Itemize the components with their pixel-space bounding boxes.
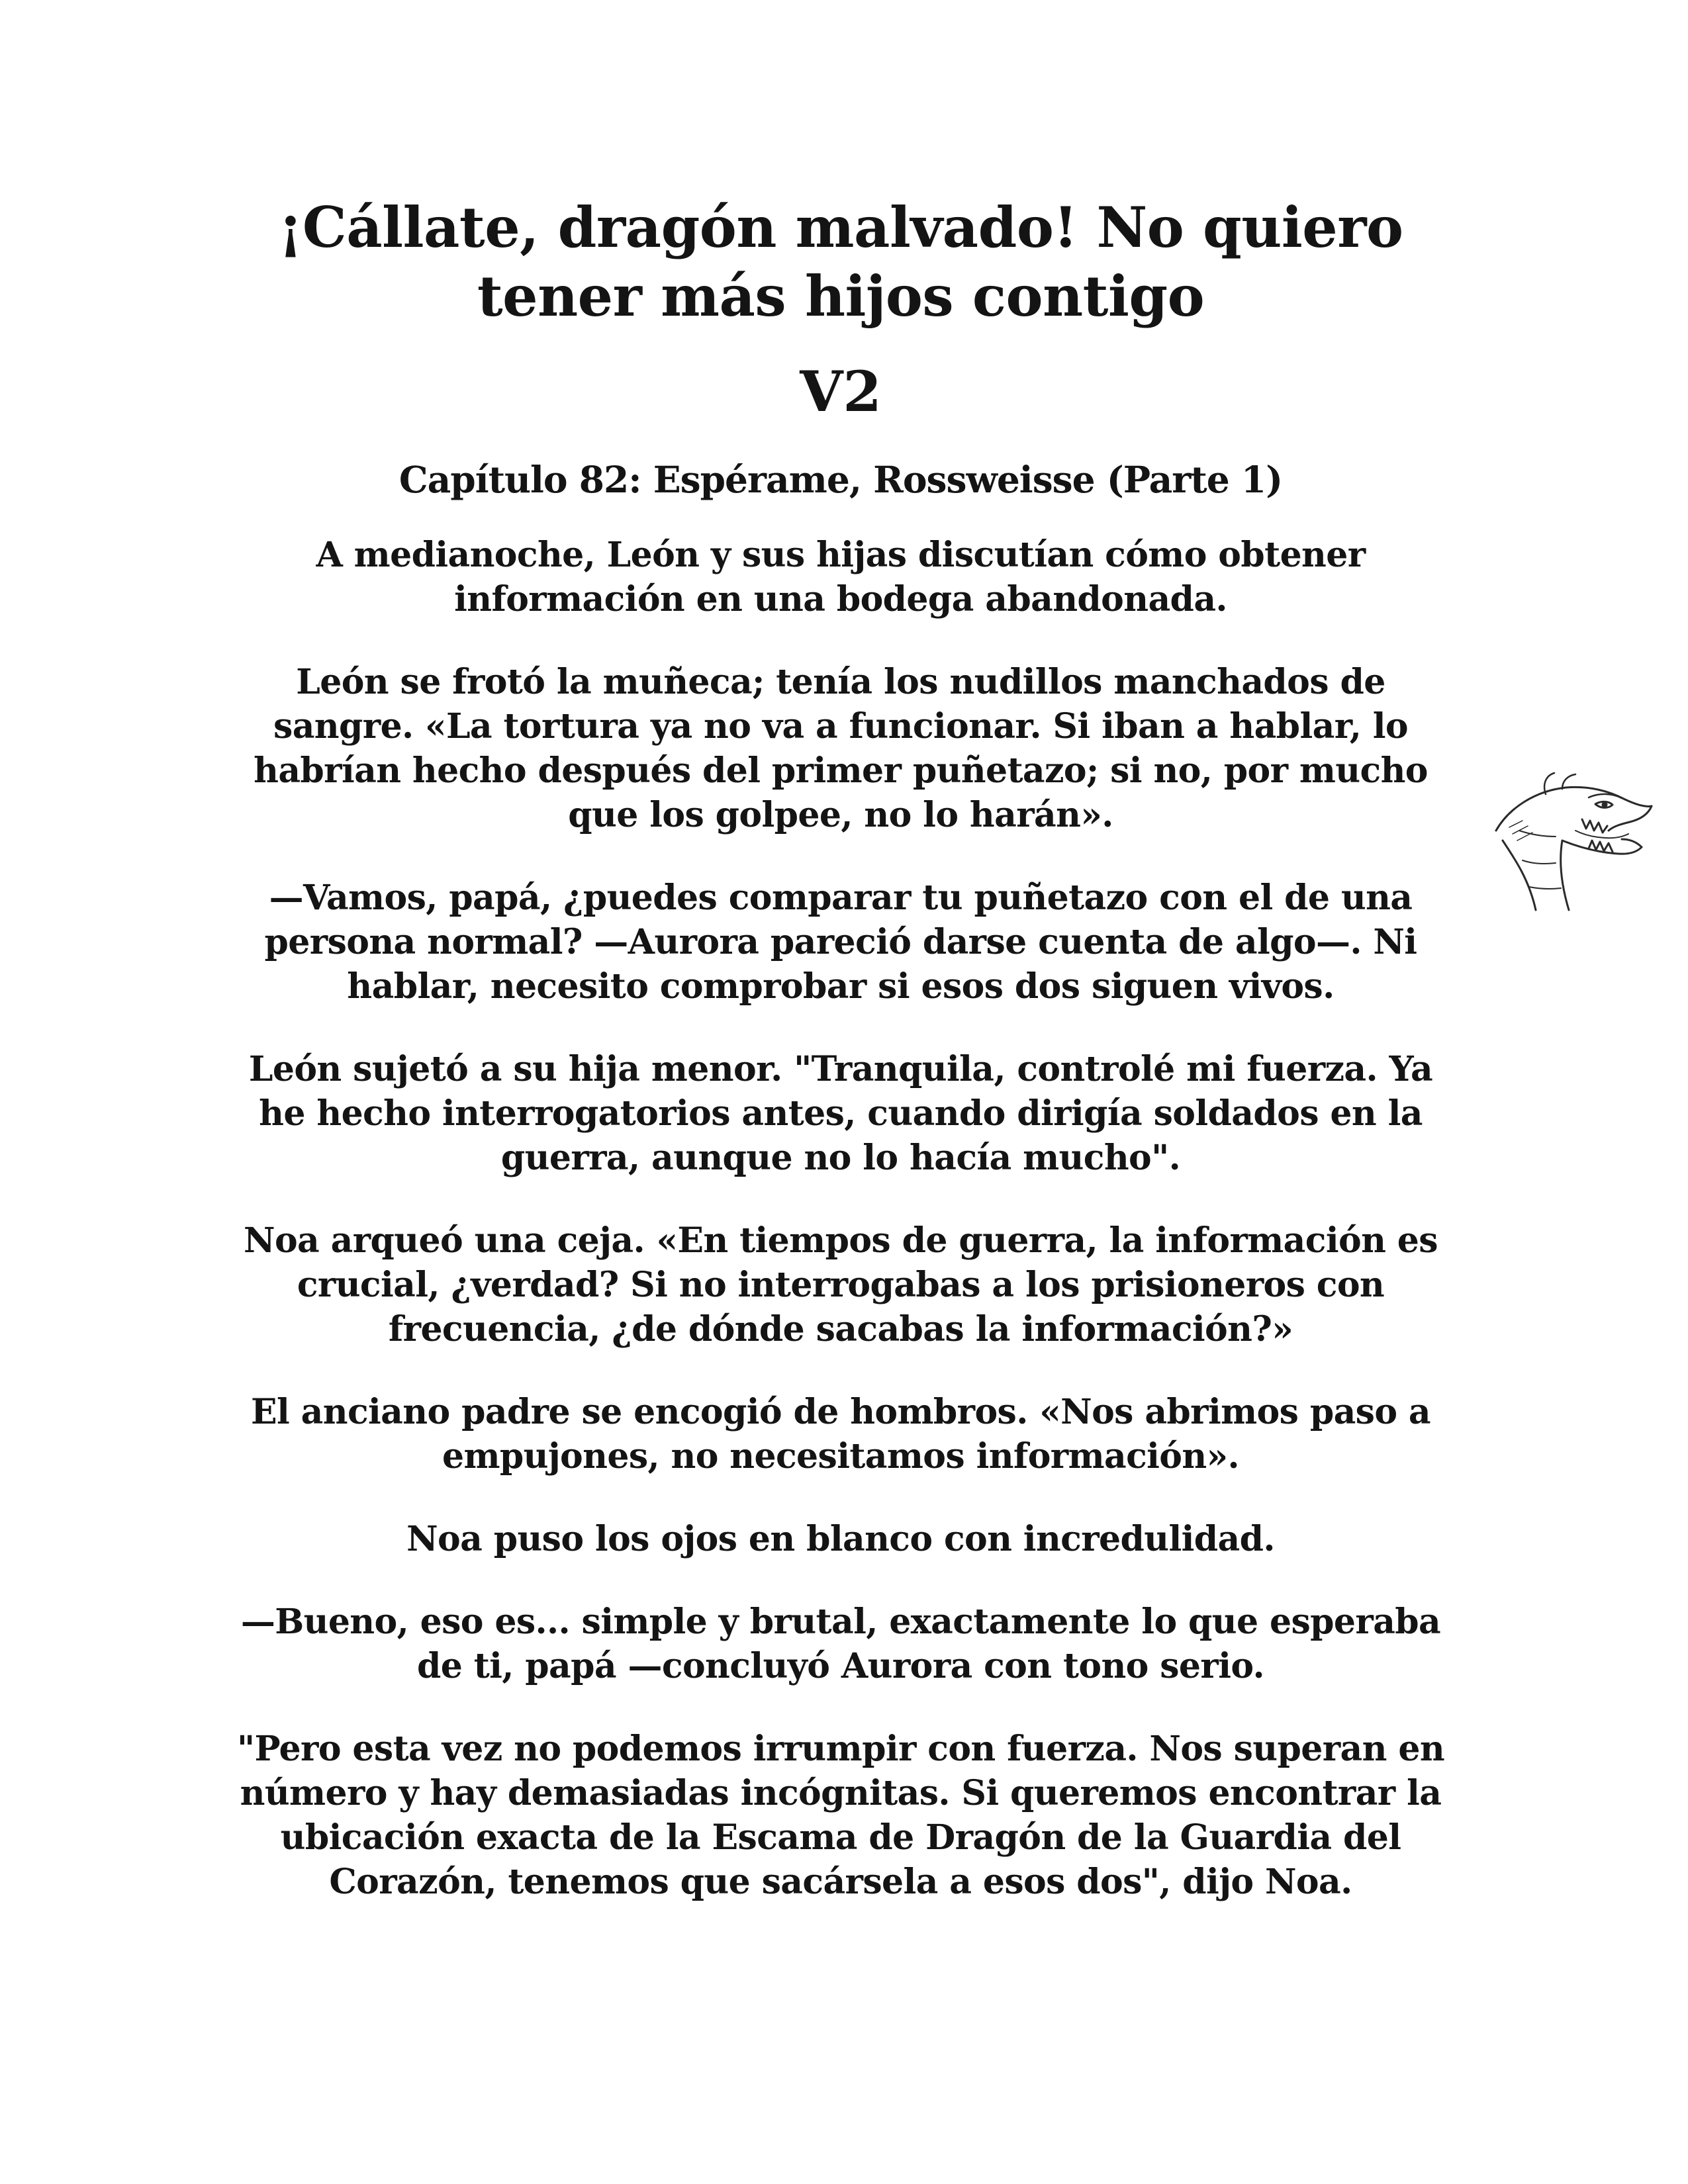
paragraph: Noa arqueó una ceja. «En tiempos de guerra, la información es crucial, ¿verdad? Si no interrogabas a los prisioneros con frecuencia, ¿de dónde sacabas la información?» — [244, 1220, 1438, 1349]
paragraph: A medianoche, León y sus hijas discutían cómo obtener información en una bodega abandonada. — [316, 535, 1366, 619]
paragraph: —Bueno, eso es... simple y brutal, exactamente lo que esperaba de ti, papá —concluyó Aurora con tono serio. — [240, 1602, 1441, 1686]
paragraph: León sujetó a su hija menor. "Tranquila, controlé mi fuerza. Ya he hecho interrogatorios antes, cuando dirigía soldados en la guerra, aunque no lo hacía mucho". — [248, 1049, 1433, 1178]
paragraph: "Pero esta vez no podemos irrumpir con fuerza. Nos superan en número y hay demasiadas incógnitas. Si queremos encontrar la ubicación exacta de la Escama de Dragón de la Guardia del Corazón, tenemos que sacársela a esos dos", dijo Noa. — [236, 1729, 1445, 1902]
document-title: ¡Cállate, dragón malvado! No quiero tener más hijos contigo — [278, 195, 1403, 329]
paragraph: —Vamos, papá, ¿puedes comparar tu puñetazo con el de una persona normal? —Aurora pareció darse cuenta de algo—. Ni hablar, necesito comprobar si esos dos siguen vivos. — [264, 878, 1417, 1007]
dragon-sketch-icon — [1483, 768, 1662, 927]
volume-label: V2 — [800, 359, 882, 424]
body-text — [228, 533, 1453, 1942]
paragraph: Noa puso los ojos en blanco con incredulidad. — [406, 1519, 1275, 1559]
chapter-heading: Capítulo 82: Espérame, Rossweisse (Parte 1) — [399, 458, 1283, 501]
paragraph: El anciano padre se encogió de hombros. «Nos abrimos paso a empujones, no necesitamos información». — [250, 1392, 1431, 1477]
paragraph: León se frotó la muñeca; tenía los nudillos manchados de sangre. «La tortura ya no va a funcionar. Si iban a hablar, lo habrían hecho después del primer puñetazo; si no, por mucho que los golpee, no lo harán». — [254, 662, 1428, 835]
